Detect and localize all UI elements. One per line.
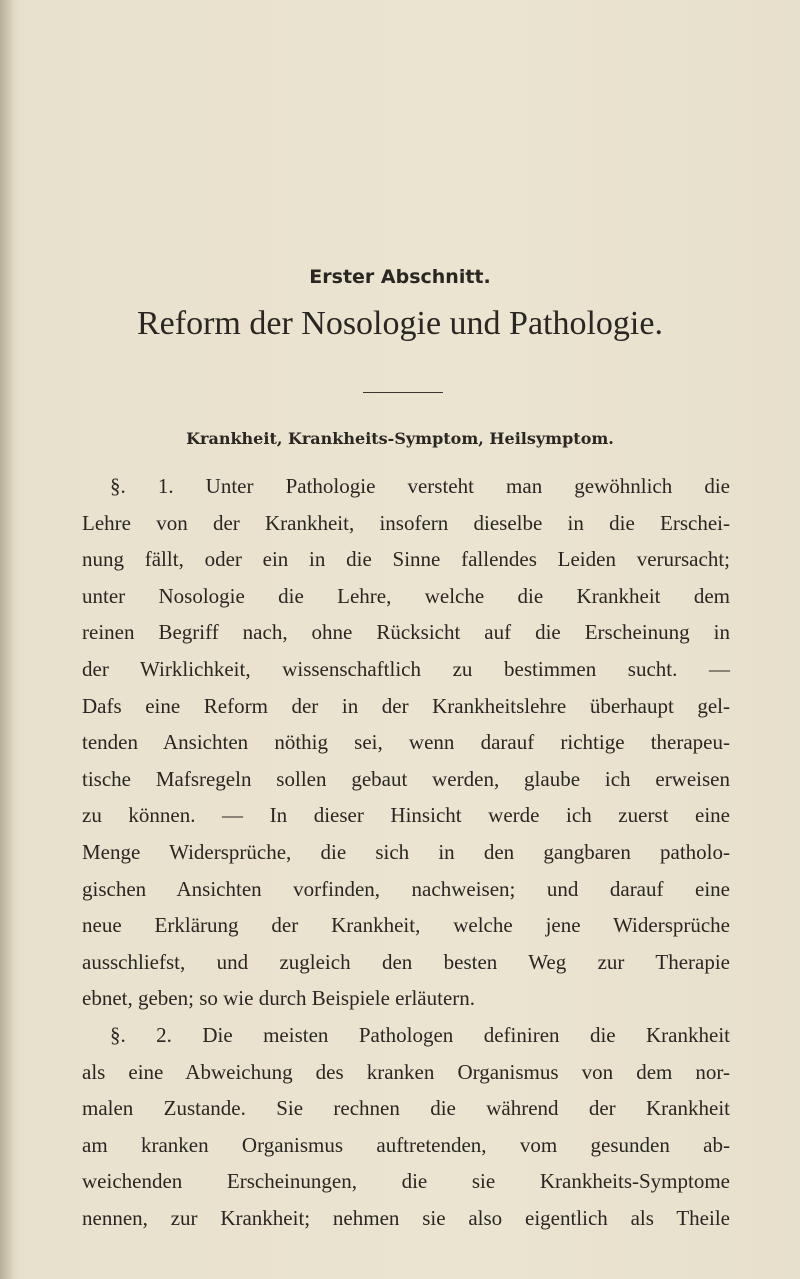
text-line: Lehre von der Krankheit, insofern dieselbe in die Erschei- <box>82 510 730 535</box>
text-line: am kranken Organismus auftretenden, vom gesunden ab- <box>82 1132 730 1157</box>
text-line: tenden Ansichten nöthig sei, wenn darauf richtige therapeu- <box>82 730 730 755</box>
text-line: der Wirklichkeit, wissenschaftlich zu bestimmen sucht. — <box>82 656 730 681</box>
text-line: ebnet, geben; so wie durch Beispiele erläutern. <box>82 986 476 1011</box>
text-line: Menge Widersprüche, die sich in den gangbaren patholo- <box>82 839 730 864</box>
text-line: nennen, zur Krankheit; nehmen sie also eigentlich als Theile <box>82 1205 730 1230</box>
text-line: neue Erklärung der Krankheit, welche jene Widersprüche <box>82 913 730 938</box>
text-line: nung fällt, oder ein in die Sinne fallendes Leiden verursacht; <box>82 547 730 572</box>
text-line: gischen Ansichten vorfinden, nachweisen; und darauf eine <box>82 876 730 901</box>
section-subtitle: Krankheit, Krankheits-Symptom, Heilsymptom. <box>186 429 614 448</box>
text-line: unter Nosologie die Lehre, welche die Krankheit dem <box>82 583 730 608</box>
text-line: §. 2. Die meisten Pathologen definiren die Krankheit <box>110 1022 730 1047</box>
body-text <box>82 468 730 1236</box>
page-binding-edge <box>0 0 14 1279</box>
text-line: zu können. — In dieser Hinsicht werde ich zuerst eine <box>82 803 730 828</box>
text-line: malen Zustande. Sie rechnen die während der Krankheit <box>82 1096 730 1121</box>
text-line: tische Mafsregeln sollen gebaut werden, glaube ich erweisen <box>82 766 730 791</box>
text-line: weichenden Erscheinungen, die sie Krankheits-Symptome <box>82 1169 730 1194</box>
text-line: Dafs eine Reform der in der Krankheitslehre überhaupt gel- <box>82 693 730 718</box>
section-label: Erster Abschnitt. <box>309 266 491 288</box>
text-line: als eine Abweichung des kranken Organismus von dem nor- <box>82 1059 730 1084</box>
text-line: §. 1. Unter Pathologie versteht man gewöhnlich die <box>110 474 730 498</box>
text-line: ausschliefst, und zugleich den besten Weg zur Therapie <box>82 949 730 974</box>
title-divider <box>363 392 443 393</box>
text-line: reinen Begriff nach, ohne Rücksicht auf die Erscheinung in <box>82 620 730 645</box>
chapter-title: Reform der Nosologie und Pathologie. <box>137 305 663 342</box>
